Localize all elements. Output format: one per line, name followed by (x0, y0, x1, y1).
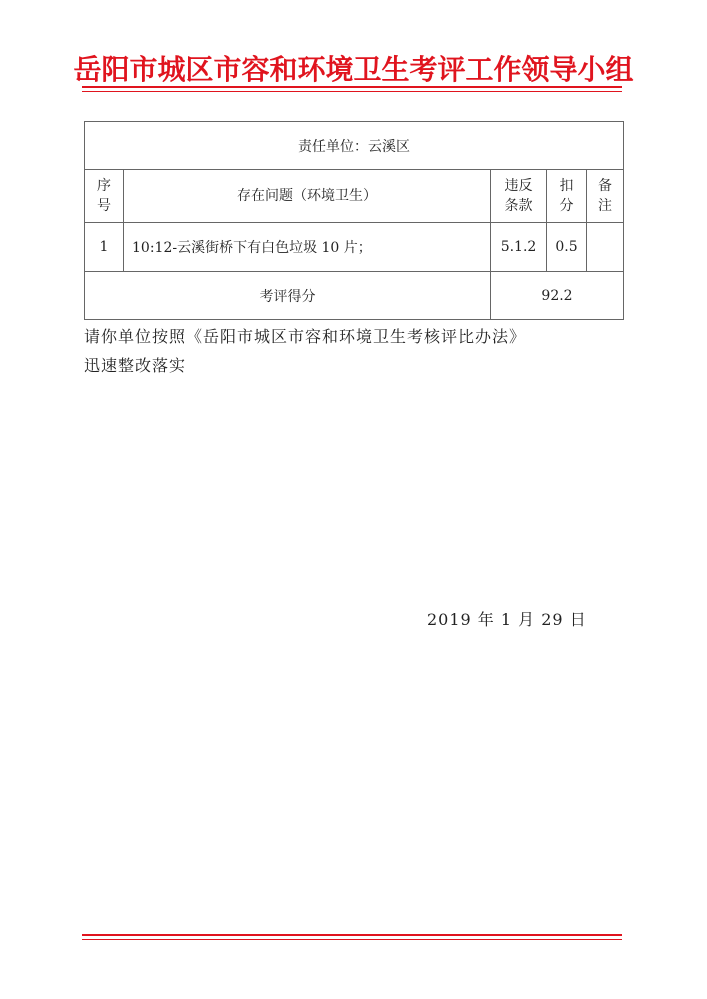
footer-rule-thin (82, 939, 622, 940)
row-issue: 10:12-云溪街桥下有白色垃圾 10 片； (124, 223, 491, 272)
col-clause-header: 违反 条款 (491, 170, 547, 223)
issue-table (84, 121, 624, 320)
row-seq: 1 (85, 223, 124, 272)
col-deduct-header: 扣 分 (547, 170, 587, 223)
footer-rule-thick (82, 934, 622, 936)
total-row (85, 272, 624, 320)
header-rule-thin (82, 91, 622, 92)
col-seq-header: 序 号 (85, 170, 124, 223)
row-remark (587, 223, 624, 272)
row-clause: 5.1.2 (491, 223, 547, 272)
row-deduct: 0.5 (547, 223, 587, 272)
table-row (85, 223, 624, 272)
col-remark-header: 备 注 (587, 170, 624, 223)
notice-text (84, 322, 624, 380)
org-title: 岳阳市城区市容和环境卫生考评工作领导小组 (73, 53, 634, 86)
header-row (85, 170, 624, 223)
total-score: 92.2 (491, 272, 624, 320)
total-label: 考评得分 (85, 272, 491, 320)
unit-row (85, 122, 624, 170)
responsible-unit: 责任单位：云溪区 (85, 122, 624, 170)
header-rule-thick (82, 86, 622, 88)
notice-line-1: 请你单位按照《岳阳市城区市容和环境卫生考核评比办法》 (84, 327, 527, 346)
notice-line-2: 迅速整改落实 (84, 356, 187, 375)
col-issue-header: 存在问题（环境卫生） (124, 170, 491, 223)
issue-date: 2019 年 1 月 29 日 (427, 610, 587, 629)
